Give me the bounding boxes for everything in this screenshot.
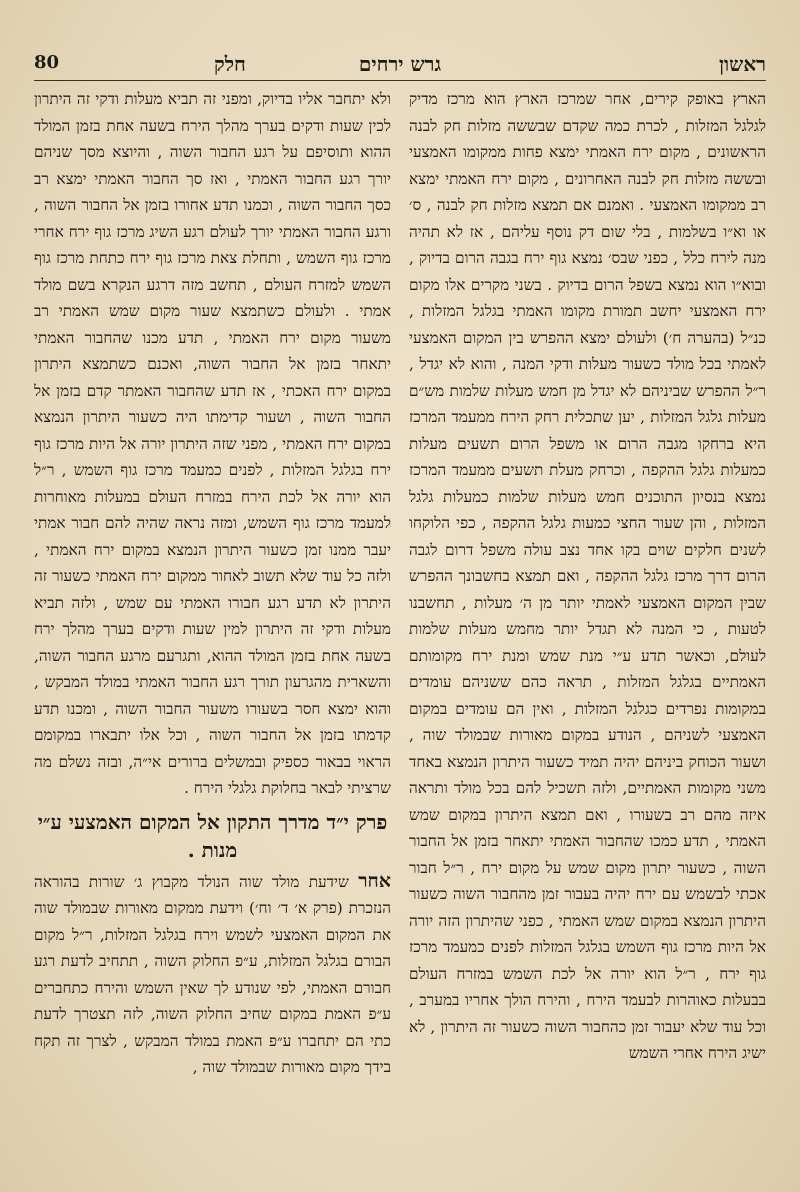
text-columns	[34, 86, 766, 1172]
right-column	[409, 86, 766, 1172]
left-column-text-top: ולא יתחבר אליו בדיוק, ומפני זה תביא מעלות ודקי זה היתרון לכין שעות ודקים בערך מהלך הירח בשעה אחת בזמן המולד ההוא ותוסיפם על רגע החבור השוה , והיוצא מסך שניהם יורך רגע החבור האמתי , ואז סך החבור האמתי ימצא רב כסך החבור השוה , וכמנו תדע אחורו בזמן אל החבור השוה , ורגע החבור האמתי יורך לעולם רגע השיג מרכז גוף ירח אחרי מרכז גוף השמש , ותחלת צאת מרכז גוף ירח כתחת מרכז גוף השמש למזרח העולם , תחשב מזה דרגע הנקרא בשם מולד אמתי . ולעולם כשתמצא שעור מקום שמש האמתי רב משעור מקום ירח האמתי , תדע מכנו שהחבור האמתי יתאחר בזמן אל החבור השוה, ואכנם כשתמצא היתרון במקום ירח האכתי , אז תדע שהחבור האמתר קדם בזמן אל החבור השוה , ושעור קדימתו היה כשעור היתרון הנמצא במקום ירח האמתי , מפני שזה היתרון יורה אל היות מרכז גוף ירח בגלגל המזלות , לפנים כמעמד מרכז גוף השמש , ר״ל הוא יורה אל לכת הירח במזרח העולם במעלות מאוחרות למעמד מרכז גוף השמש, ומזה נראה שהיה להם חבור אמתי יעבר ממנו זמן כשעור היתרון הנמצא במקום ירח האמתי , ולזה כל עוד שלא תשוב לאחור ממקום ירח האמתי כשעור זה היתרון לא תדע רגע חבורו האמתי עם שמש , ולזה תביא מעלות ודקי זה היתרון למין שעות ודקים בערך מהלך ירח בשעה אחת בזמן המולד ההוא, ותגרעם מרגע החבור השוה, והשארית מהגרעון תורך רגע החבור האמתי במולד המבקש , והוא ימצא חסר בשעורו משעור החבור השוה , ומכנו תדע קדמתו בזמן אל החבור השוה , וכל אלו יתבארו במקומם הראוי בבאור כספיק ובמשלים ברורים אי״ה, ובזה נשלם מה שרציתי לבאר בחלוקת גלגלי הירח .	[34, 90, 391, 797]
left-column-text-bottom: שידעת מולד שוה הנולד מקבוץ ג׳ שורות בהוראה הנזכרת (פרק א׳ ד׳ וח׳) וידעת ממקום מאורות שבמולד שוה את המקום האמצעי לשמש וירח בגלגל המזלות, ר״ל מקום הבורם בגלגל המזלות, ע״פ החלוק השוה , תתחיב לדעת רגע חבורם האמתי, לפי שנודע לך שאין השמש והירח כתחברים ע״פ האמת במקום שחיב החלוק השוה, לזה תצטרך לדעת כתי הם יתחברו ע״פ האמת במולד המבקש , לצרך זה תקח בידך מקום מאורות שבמולד שוה ,	[34, 872, 391, 1076]
chapter-heading: פרק י״ד מדרך התקון אל המקום האמצעי ע״י מנות .	[37, 809, 388, 862]
header-title: גרש ירחים	[358, 52, 442, 76]
header-rule	[34, 80, 766, 81]
running-header	[34, 52, 766, 82]
header-right-word: ראשון	[718, 52, 766, 76]
left-column	[34, 86, 391, 1172]
right-column-text: הארץ באופק קירים, אחר שמרכז הארץ הוא מרכז מדיק לגלגל המזלות , לכרת כמה שקדם שבששה מזלות חק לבנה הראשונים , מקום ירח האמתי ימצא פחות ממקומו האמצעי ובששה מזלות חק לבנה האחרונים , מקום ירח האמתי ימצא רב ממקומו האמצעי . ואמנם אם תמצא מזלות חק לבנה , ס׳ או וא״ו בשלמות , בלי שום דק נוסף עליהם , אז לא תהיה מנה לירח כלל , כפני שבס׳ נמצא גוף ירח בגבה הרום בדיוק , ובוא״ו הוא נמצא בשפל הרום בדיוק . בשני מקרים אלו מקום ירח האמצעי יחשב תמורת מקומו האמתי בגלגל המזלות , כנ״ל (בהערה ח׳) ולעולם ימצא ההפרש בין המקום האמצעי לאמתי בכל מולד כשעור מעלות ודקי המנה , והוא לא יגדל , ר״ל ההפרש שביניהם לא יגדל מן חמש מעלות שלמות מש״ם מעלות גלגל המזלות , יען שתכלית רחק הירח ממעמד המרכז היא ברחקו מגבה הרום או משפל הרום תשעים מעלות כמעלות גלגל ההקפה , וכרחק מעלת תשעים ממעמד המרכז נמצא בנסיון התוכנים חמש מעלות שלמות כמעלות גלגל המזלות , והן שעור החצי כמעות גלגל ההקפה , כפי הלוקחו לשנים חלקים שוים בקו אחד נצב עולה משפל דרום לגבה הרום דרך מרכז גלגל ההקפה , ואם תמצא בחשבונך ההפרש שבין המקום האמצעי לאמתי יותר מן ה׳ מעלות , תחשבנו לטעות , כי המנה לא תגדל יותר מחמש מעלות שלמות לעולם, וכאשר תדע ע״י מנת שמש ומנת ירח מקומותם האמתיים בגלגל המזלות , תראה כהם ששניהם עומדים במקומות נפרדים כגלגל המזלות , ואין הם עומדים במקום האמצעי לשניהם , הנודע במקום מאורות שבמולד שוה , ושעור הכוחק ביניהם יהיה תמיד כשעור היתרון הנמצא באחד משני מקומות האמתיים, ולזה תשכיל להם בכל מולד ותראה איזה מהם רב בשעורו , ואם תמצא היתרון במקום שמש האמתי , תדע כמכו שהחבור האמתי יתאחר בזמן אל החבור השוה , כשעור יתרון מקום שמש על מקום ירח , ר״ל חבור אכתי לבשמש עם ירח יהיה בעבור זמן מהחבור השוה כשעור היתרון הנמצא במקום שמש האמתי , כפני שהיתרון הזה יורה אל היות מרכז גוף השמש בגלגל המזלות לפנים כמעמד מרכז גוף ירח , ר״ל הוא יורה אל לכת השמש במזרח העולם בבעלות כאוהרות לבעמד הירח , והירח הולך אחריו במערב , וכל עוד שלא יעבור זמן כהחבור השוה כשעור זה היתרון , לא ישיג הירח אחרי השמש	[409, 90, 766, 1062]
lead-word: אחר	[358, 869, 391, 892]
header-section: חלק	[214, 52, 246, 76]
page-number: 80	[34, 52, 60, 73]
left-column-paragraph	[34, 868, 391, 1081]
